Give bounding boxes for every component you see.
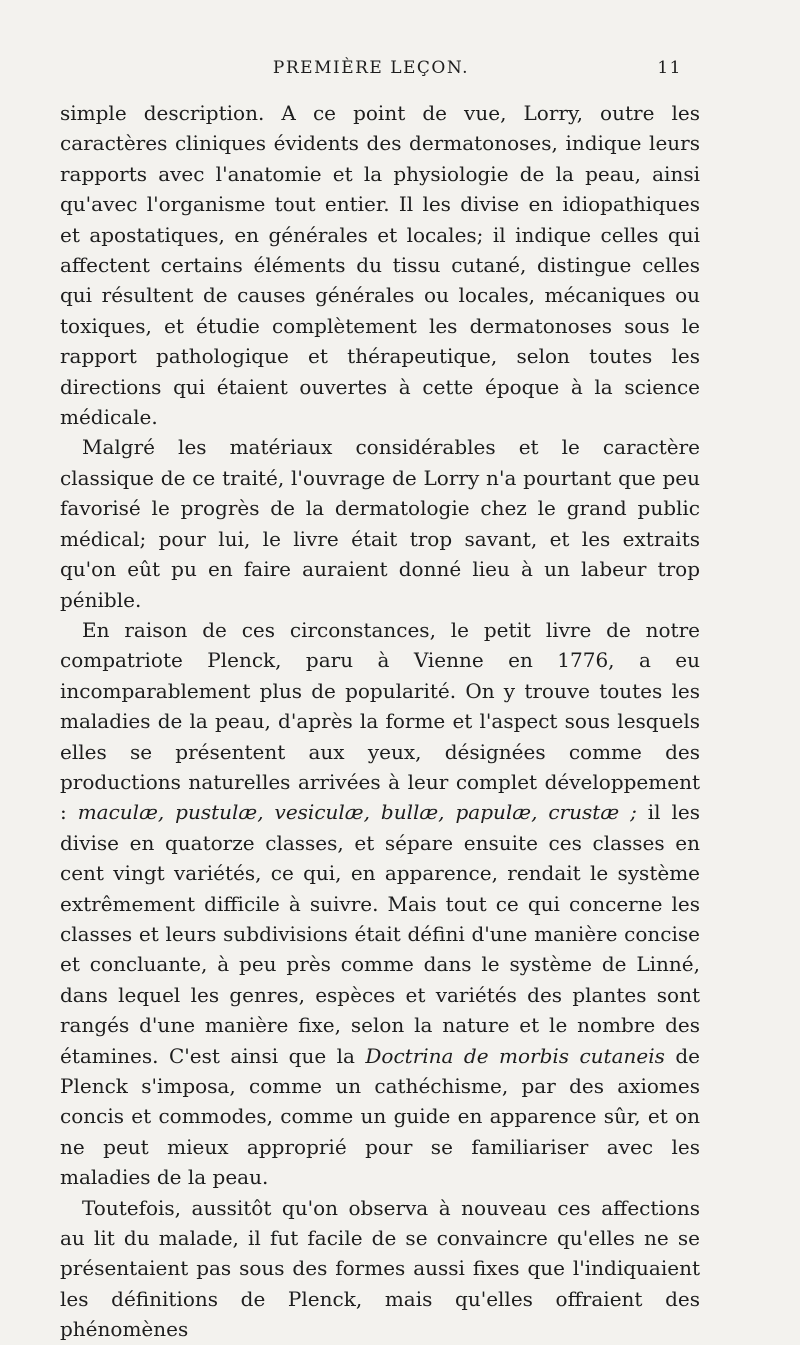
paragraph-1: simple description. A ce point de vue, Lorry, outre les caractères cliniques évidents des dermatonoses, indique leurs rapports avec l'anatomie et la physiologie de la peau, ainsi qu'avec l'organisme tout entier. Il les divise en idiopathiques et apostatiques, en générales et locales; il indique celles qui affectent certains éléments du tissu cutané, distingue celles qui résultent de causes générales ou locales, mécaniques ou toxiques, et étudie complètement les dermatonoses sous le rapport pathologique et thérapeutique, selon toutes les directions qui étaient ouvertes à cette époque à la science médicale. — [60, 101, 700, 430]
running-title: PREMIÈRE LEÇON. — [272, 58, 470, 78]
body-text — [60, 98, 700, 1345]
paragraph-3 — [60, 615, 700, 1193]
paragraph-3-part-a: En raison de ces circonstances, le petit livre de notre compatriote Plenck, paru à Vienne en 1776, a eu incomparablement plus de popularité. On y trouve toutes les maladies de la peau, d'après la forme et l'aspect sous lesquels elles se présentent aux yeux, désignées comme des productions naturelles arrivées à leur complet développement : — [60, 617, 700, 825]
paragraph-3-book-title: Doctrina de morbis cutaneis — [365, 1043, 665, 1068]
paragraph-3-italic-terms: maculæ, pustulæ, vesiculæ, bullæ, papulæ, crustæ ; — [77, 800, 637, 825]
paragraph-4: Toutefois, aussitôt qu'on observa à nouveau ces affections au lit du malade, il fut facile de se convaincre qu'elles ne se présentaient pas sous des formes aussi fixes que l'indiquaient les définitions de Plenck, mais qu'elles offraient des phénomènes — [60, 1195, 700, 1342]
page-number: 11 — [657, 58, 682, 78]
paragraph-3-part-c: de Plenck s'imposa, comme un cathéchisme, par des axiomes concis et commodes, comme un guide en apparence sûr, et on ne peut mieux approprié pour se familiariser avec les maladies de la peau. — [60, 1043, 700, 1190]
running-head — [60, 58, 682, 88]
paragraph-2: Malgré les matériaux considérables et le caractère classique de ce traité, l'ouvrage de Lorry n'a pourtant que peu favorisé le progrès de la dermatologie chez le grand public médical; pour lui, le livre était trop savant, et les extraits qu'on eût pu en faire auraient donné lieu à un labeur trop pénible. — [60, 435, 700, 612]
paragraph-3-part-b: il les divise en quatorze classes, et sépare ensuite ces classes en cent vingt variétés, ce qui, en apparence, rendait le système extrêmement difficile à suivre. Mais tout ce qui concerne les classes et leurs subdivisions était défini d'une manière concise et concluante, à peu près comme dans le système de Linné, dans lequel les genres, espèces et variétés des plantes sont rangés d'une manière fixe, selon la nature et le nombre des étamines. C'est ainsi que la — [60, 800, 701, 1068]
